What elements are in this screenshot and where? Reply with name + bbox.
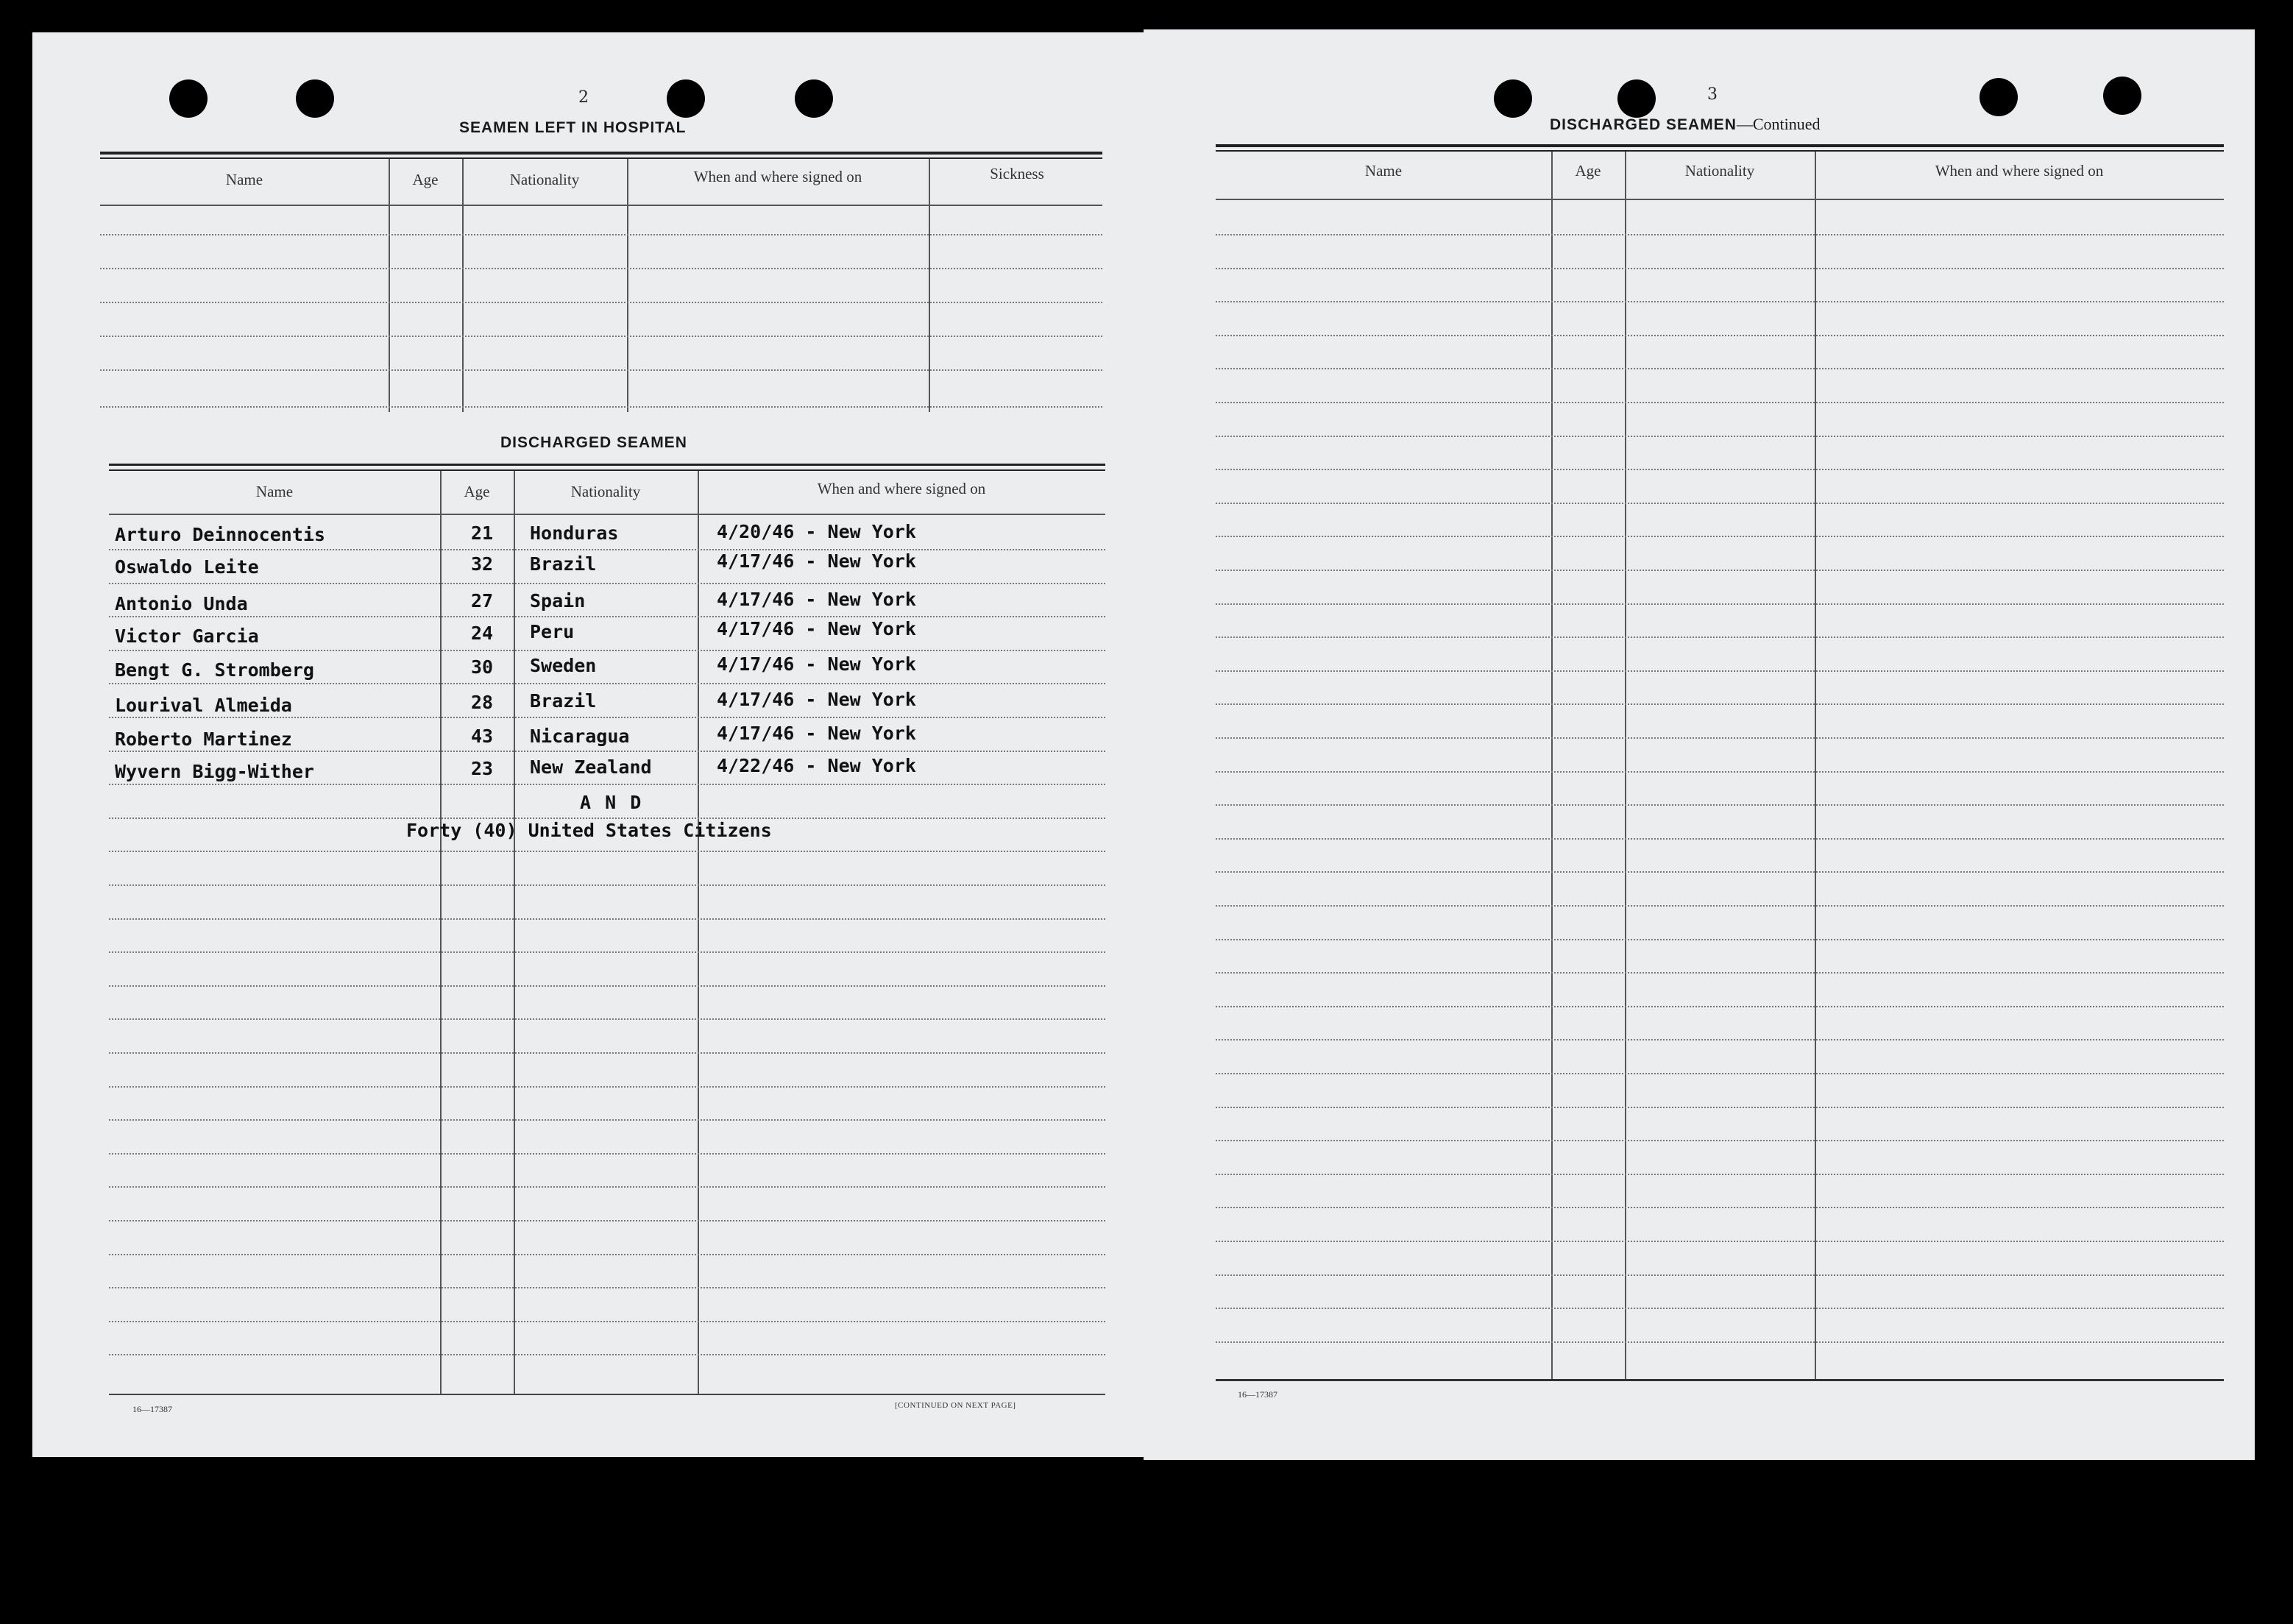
column-header-age: Age	[464, 483, 490, 500]
binder-hole	[296, 79, 334, 118]
column-divider	[929, 159, 930, 412]
double-rule	[109, 469, 1105, 471]
continued-note: [CONTINUED ON NEXT PAGE]	[895, 1401, 1016, 1410]
entry-line	[1216, 570, 2224, 571]
entry-line	[1216, 871, 2224, 873]
entry-line	[109, 951, 1105, 953]
form-code: 16—17387	[132, 1404, 172, 1414]
column-divider	[514, 471, 515, 1395]
entry-line	[1216, 301, 2224, 302]
entry-line	[1216, 972, 2224, 974]
seaman-signed-on: 4/17/46 - New York	[717, 618, 916, 639]
seaman-name: Antonio Unda	[115, 593, 248, 614]
seaman-name: Oswaldo Leite	[115, 556, 259, 578]
entry-line	[1216, 939, 2224, 940]
entry-line	[109, 985, 1105, 987]
seaman-nationality: Honduras	[530, 522, 619, 544]
seaman-signed-on: 4/22/46 - New York	[717, 755, 916, 776]
seaman-nationality: New Zealand	[530, 756, 652, 778]
entry-line	[1216, 1241, 2224, 1242]
entry-line	[109, 1321, 1105, 1322]
entry-line	[1216, 905, 2224, 907]
column-header-name: Name	[225, 171, 263, 188]
entry-line	[100, 336, 1102, 337]
entry-line	[1216, 335, 2224, 336]
entry-line	[1216, 637, 2224, 638]
entry-line	[1216, 603, 2224, 605]
entry-line	[109, 583, 1105, 584]
seaman-signed-on: 4/17/46 - New York	[717, 689, 916, 710]
entry-line	[109, 851, 1105, 852]
column-header-nationality: Nationality	[1684, 162, 1755, 180]
column-divider	[698, 471, 699, 1395]
entry-line	[1216, 703, 2224, 705]
seaman-age: 21	[471, 522, 494, 544]
entry-line	[109, 1086, 1105, 1088]
column-header-name: Name	[255, 483, 294, 500]
column-header-age: Age	[1575, 162, 1601, 180]
form-code: 16—17387	[1238, 1389, 1277, 1400]
seaman-signed-on: 4/17/46 - New York	[717, 723, 916, 744]
entry-line	[1216, 1274, 2224, 1276]
double-rule	[100, 152, 1102, 155]
column-divider	[389, 159, 390, 412]
entry-line	[109, 717, 1105, 718]
column-header-age: Age	[412, 171, 439, 188]
entry-line	[1216, 234, 2224, 235]
entry-line	[109, 1119, 1105, 1121]
entry-line	[100, 302, 1102, 303]
entry-line	[1216, 1107, 2224, 1108]
page-number: 2	[578, 88, 589, 107]
entry-line	[109, 1287, 1105, 1288]
entry-line	[109, 683, 1105, 684]
seaman-nationality: Peru	[530, 621, 575, 642]
entry-line	[109, 1254, 1105, 1255]
seaman-age: 43	[471, 726, 494, 747]
entry-line	[109, 1153, 1105, 1155]
binder-hole	[2103, 77, 2141, 115]
seaman-nationality: Nicaragua	[530, 726, 630, 747]
seaman-age: 24	[471, 623, 494, 644]
entry-line	[1216, 1039, 2224, 1040]
and-line: A N D	[580, 792, 643, 813]
entry-line	[109, 1018, 1105, 1020]
entry-line	[1216, 436, 2224, 437]
seaman-age: 23	[471, 758, 494, 779]
entry-line	[100, 406, 1102, 408]
header-underline	[1216, 199, 2224, 200]
entry-line	[1216, 670, 2224, 672]
entry-line	[1216, 503, 2224, 504]
double-rule	[100, 157, 1102, 159]
column-header-signed-on: When and where signed on	[1935, 162, 2104, 180]
entry-line	[1216, 469, 2224, 470]
entry-line	[100, 369, 1102, 371]
entry-line	[1216, 1308, 2224, 1309]
binder-hole	[667, 79, 705, 118]
section-title-text: DISCHARGED SEAMEN	[1550, 116, 1737, 133]
right-page	[1144, 29, 2255, 1460]
entry-line	[1216, 771, 2224, 773]
entry-line	[109, 884, 1105, 886]
column-divider	[462, 159, 464, 412]
seaman-signed-on: 4/17/46 - New York	[717, 550, 916, 572]
column-header-signed-on: When and where signed on	[817, 480, 986, 497]
double-rule	[1216, 150, 2224, 152]
seaman-nationality: Brazil	[530, 690, 597, 712]
entry-line	[109, 650, 1105, 651]
entry-line	[1216, 838, 2224, 840]
column-divider	[440, 471, 442, 1395]
seaman-nationality: Spain	[530, 590, 586, 611]
binder-hole	[1980, 78, 2018, 116]
entry-line	[109, 784, 1105, 785]
seaman-age: 30	[471, 656, 494, 678]
bottom-rule	[1216, 1379, 2224, 1381]
column-header-nationality: Nationality	[570, 483, 641, 500]
entry-line	[109, 549, 1105, 550]
section-title-suffix: —Continued	[1736, 115, 1821, 133]
entry-line	[1216, 737, 2224, 739]
entry-line	[109, 1186, 1105, 1188]
seaman-nationality: Sweden	[530, 655, 597, 676]
entry-line	[1216, 268, 2224, 269]
seaman-name: Lourival Almeida	[115, 695, 292, 716]
left-page	[32, 32, 1144, 1457]
column-header-name: Name	[1364, 162, 1403, 180]
entry-line	[109, 918, 1105, 920]
entry-line	[1216, 1073, 2224, 1074]
entry-line	[1216, 1341, 2224, 1343]
entry-line	[1216, 1174, 2224, 1175]
bottom-rule	[109, 1394, 1105, 1395]
column-divider	[627, 159, 628, 412]
double-rule	[109, 464, 1105, 466]
column-header-signed-on: When and where signed on	[693, 168, 862, 185]
seaman-signed-on: 4/17/46 - New York	[717, 589, 916, 610]
seaman-name: Roberto Martinez	[115, 728, 292, 750]
seaman-age: 27	[471, 590, 494, 611]
entry-line	[109, 1220, 1105, 1221]
seaman-name: Bengt G. Stromberg	[115, 659, 314, 681]
entry-line	[109, 1354, 1105, 1355]
column-header-nationality: Nationality	[509, 171, 580, 188]
seaman-age: 32	[471, 553, 494, 575]
seaman-name: Wyvern Bigg-Wither	[115, 761, 314, 782]
seaman-name: Arturo Deinnocentis	[115, 524, 325, 545]
entry-line	[1216, 1006, 2224, 1007]
entry-line	[109, 751, 1105, 752]
entry-line	[109, 1052, 1105, 1054]
citizens-line: Forty (40) United States Citizens	[406, 820, 772, 841]
seaman-age: 28	[471, 692, 494, 713]
header-underline	[100, 205, 1102, 206]
seaman-signed-on: 4/20/46 - New York	[717, 521, 916, 542]
header-underline	[109, 514, 1105, 515]
seaman-nationality: Brazil	[530, 553, 597, 575]
entry-line	[1216, 1140, 2224, 1141]
column-header-sickness: Sickness	[990, 165, 1044, 182]
hospital-section-title: SEAMEN LEFT IN HOSPITAL	[459, 119, 687, 136]
entry-line	[1216, 536, 2224, 537]
binder-hole	[169, 79, 208, 118]
entry-line	[1216, 804, 2224, 806]
seaman-signed-on: 4/17/46 - New York	[717, 653, 916, 675]
entry-line	[1216, 1207, 2224, 1208]
entry-line	[109, 818, 1105, 819]
double-rule	[1216, 144, 2224, 147]
entry-line	[109, 616, 1105, 617]
entry-line	[100, 268, 1102, 269]
entry-line	[100, 234, 1102, 235]
entry-line	[1216, 402, 2224, 403]
seaman-name: Victor Garcia	[115, 625, 259, 647]
binder-hole	[795, 79, 833, 118]
continued-section-title	[1550, 115, 1821, 134]
binder-hole	[1494, 79, 1532, 118]
binder-hole	[1617, 79, 1656, 118]
entry-line	[1216, 368, 2224, 369]
discharged-section-title: DISCHARGED SEAMEN	[500, 434, 687, 451]
page-number: 3	[1707, 85, 1718, 104]
